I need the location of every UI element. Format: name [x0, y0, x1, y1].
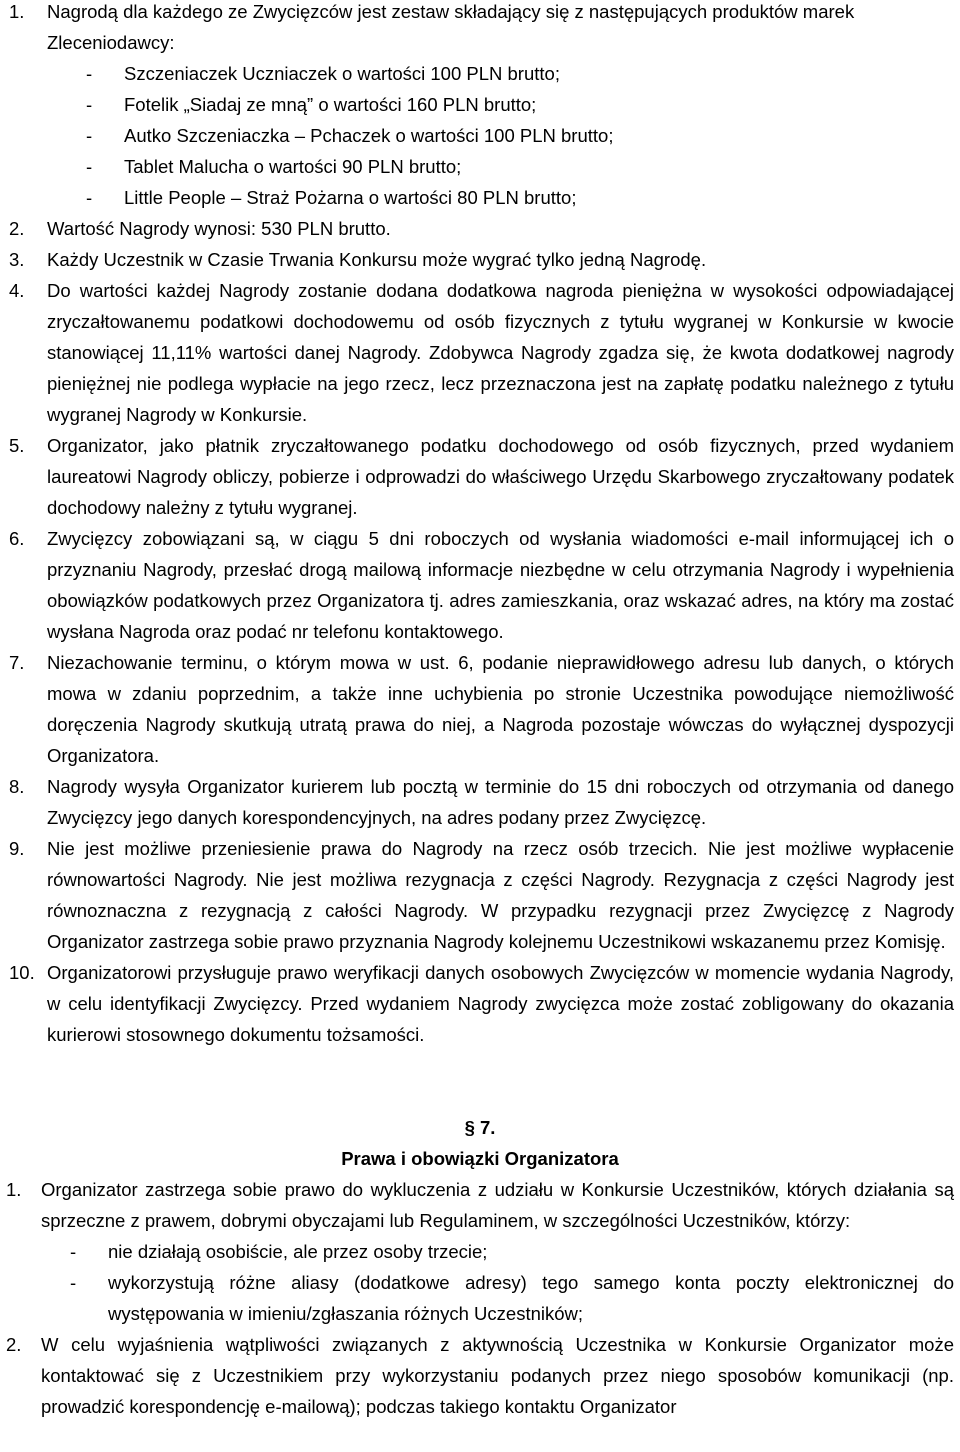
list-dash: - [86, 63, 93, 84]
exclusion-reason-text: wykorzystują różne aliasy (dodatkowe adresy) tego samego konta poczty elektronicznej do występowania w imieniu/zgłaszania różnych Uczestników; [108, 1272, 954, 1324]
prize-component-5 [0, 182, 960, 213]
rule-item-5 [0, 430, 960, 523]
list-dash: - [70, 1241, 77, 1262]
rule-item-4 [0, 275, 960, 430]
prize-component-text: Autko Szczeniaczka – Pchaczek o wartości 100 PLN brutto; [124, 125, 614, 146]
rule-item-10 [0, 957, 960, 1050]
rule-number: 2. [9, 218, 25, 239]
rule-number: 1. [6, 1179, 22, 1200]
rule-text: Do wartości każdej Nagrody zostanie dodana dodatkowa nagroda pieniężna w wysokości odpowiadającej zryczałtowanemu podatkowi dochodowemu od osób fizycznych z tytułu wygranej w Konkursie w kwocie stanowiącej 11,11% wartości danej Nagrody. Zdobywca Nagrody zgadza się, że kwota dodatkowej nagrody pieniężnej nie podlega wypłacie na jego rzecz, lecz przeznaczona jest na zapłatę podatku należnego z tytułu wygranej Nagrody w Konkursie. [47, 280, 954, 425]
rule-text: W celu wyjaśnienia wątpliwości związanych z aktywnością Uczestnika w Konkursie Organizator może kontaktować się z Uczestnikiem przy wykorzystaniu podanych przez niego sposobów komunikacji (np. prowadzić korespondencję e-mailową); podczas takiego kontaktu Organizator [41, 1334, 954, 1417]
organizer-rule-1 [0, 1174, 960, 1236]
prize-component-3 [0, 120, 960, 151]
rule-number: 7. [9, 652, 25, 673]
rule-item-1 [0, 0, 960, 58]
rule-text: Nagrodą dla każdego ze Zwycięzców jest zestaw składający się z następujących produktów marek Zleceniodawcy: [47, 1, 855, 53]
rule-number: 1. [9, 1, 25, 22]
exclusion-reason-2 [0, 1267, 960, 1329]
rule-text: Organizator, jako płatnik zryczałtowanego podatku dochodowego od osób fizycznych, przed wydaniem laureatowi Nagrody obliczy, pobierze i odprowadzi do właściwego Urzędu Skarbowego zryczałtowany podatek dochodowy należny z tytułu wygranej. [47, 435, 954, 518]
list-dash: - [86, 94, 93, 115]
list-dash: - [86, 156, 93, 177]
prize-component-text: Little People – Straż Pożarna o wartości 80 PLN brutto; [124, 187, 577, 208]
exclusion-reason-text: nie działają osobiście, ale przez osoby trzecie; [108, 1241, 488, 1262]
rule-item-8 [0, 771, 960, 833]
rule-text: Wartość Nagrody wynosi: 530 PLN brutto. [47, 218, 391, 239]
rule-number: 5. [9, 435, 25, 456]
list-dash: - [70, 1272, 77, 1293]
prize-component-2 [0, 89, 960, 120]
section-title: Prawa i obowiązki Organizatora [341, 1148, 619, 1169]
exclusion-reason-1 [0, 1236, 960, 1267]
rule-item-2 [0, 213, 960, 244]
rule-number: 8. [9, 776, 25, 797]
rule-item-9 [0, 833, 960, 957]
prize-component-text: Szczeniaczek Uczniaczek o wartości 100 PLN brutto; [124, 63, 560, 84]
rule-number: 2. [6, 1334, 22, 1355]
rule-item-6 [0, 523, 960, 647]
rule-number: 10. [9, 962, 35, 983]
rule-text: Niezachowanie terminu, o którym mowa w ust. 6, podanie nieprawidłowego adresu lub danych, o których mowa w zdaniu poprzednim, a także inne uchybienia po stronie Uczestnika powodujące niemożliwość doręczenia Nagrody skutkują utratą prawa do niej, a Nagroda pozostaje wówczas do wyłącznej dyspozycji Organizatora. [47, 652, 954, 766]
rule-text: Organizatorowi przysługuje prawo weryfikacji danych osobowych Zwycięzców w momencie wydania Nagrody, w celu identyfikacji Zwycięzcy. Przed wydaniem Nagrody zwycięzca może zostać zobligowany do okazania kurierowi stosownego dokumentu tożsamości. [47, 962, 954, 1045]
rule-number: 4. [9, 280, 25, 301]
rule-number: 6. [9, 528, 25, 549]
rule-text: Nie jest możliwe przeniesienie prawa do Nagrody na rzecz osób trzecich. Nie jest możliwe wypłacenie równowartości Nagrody. Nie jest możliwa rezygnacja z części Nagrody. Rezygnacja z części Nagrody jest równoznaczna z rezygnacją z całości Nagrody. W przypadku rezygnacji przez Zwycięzcę z Nagrody Organizator zastrzega sobie prawo przyznania Nagrody kolejnemu Uczestnikowi wskazanemu przez Komisję. [47, 838, 954, 952]
rule-number: 3. [9, 249, 25, 270]
rule-item-3 [0, 244, 960, 275]
rule-text: Zwycięzcy zobowiązani są, w ciągu 5 dni roboczych od wysłania wiadomości e-mail informującej ich o przyznaniu Nagrody, przesłać drogą mailową informacje niezbędne w celu otrzymania Nagrody i wypełnienia obowiązków podatkowych przez Organizatora tj. adres zamieszkania, oraz wskazać adres, na który ma zostać wysłana Nagroda oraz podać nr telefonu kontaktowego. [47, 528, 954, 642]
rule-number: 9. [9, 838, 25, 859]
prize-component-text: Fotelik „Siadaj ze mną” o wartości 160 PLN brutto; [124, 94, 537, 115]
rule-text: Każdy Uczestnik w Czasie Trwania Konkursu może wygrać tylko jedną Nagrodę. [47, 249, 707, 270]
rule-text: Nagrody wysyła Organizator kurierem lub pocztą w terminie do 15 dni roboczych od otrzymania od danego Zwycięzcy jego danych korespondencyjnych, na adres podany przez Zwycięzcę. [47, 776, 954, 828]
list-dash: - [86, 125, 93, 146]
organizer-rights-list [0, 1174, 960, 1422]
list-dash: - [86, 187, 93, 208]
prize-component-4 [0, 151, 960, 182]
prize-component-1 [0, 58, 960, 89]
organizer-rule-2 [0, 1329, 960, 1422]
prize-component-text: Tablet Malucha o wartości 90 PLN brutto; [124, 156, 462, 177]
rule-text: Organizator zastrzega sobie prawo do wykluczenia z udziału w Konkursie Uczestników, których działania są sprzeczne z prawem, dobrymi obyczajami lub Regulaminem, w szczególności Uczestników, którzy: [41, 1179, 954, 1231]
rule-item-7 [0, 647, 960, 771]
section-number: § 7. [464, 1117, 496, 1138]
